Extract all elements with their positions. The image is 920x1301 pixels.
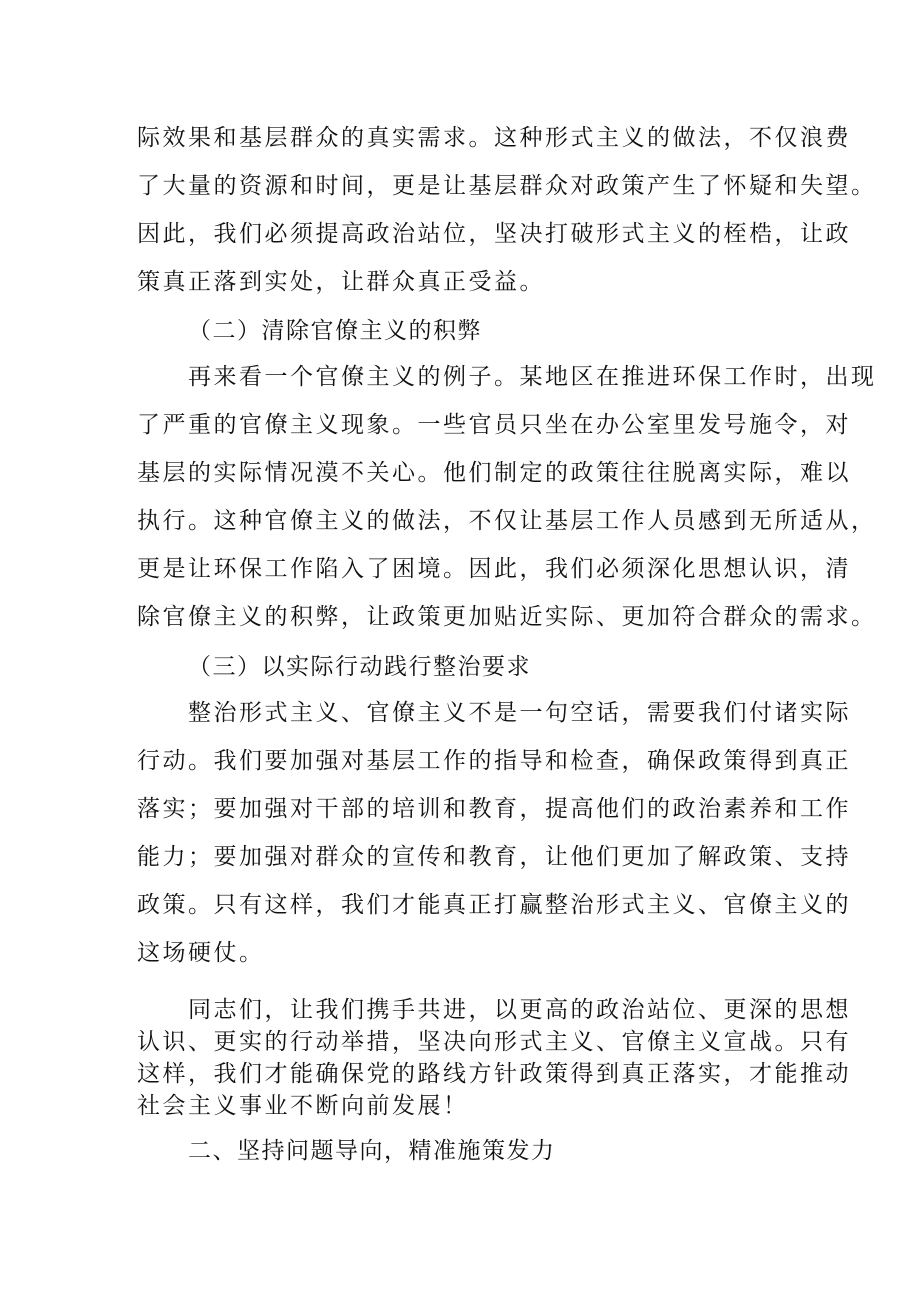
paragraph-2-line-5: 更是让环保工作陷入了困境。因此，我们必须深化思想认识，清 <box>137 556 851 582</box>
subheading-3: （三）以实际行动践行整治要求 <box>188 654 531 680</box>
subheading-2: （二）清除官僚主义的积弊 <box>188 318 482 344</box>
paragraph-2-line-4: 执行。这种官僚主义的做法，不仅让基层工作人员感到无所适从， <box>137 508 877 534</box>
paragraph-2-line-1: 再来看一个官僚主义的例子。某地区在推进环保工作时，出现 <box>188 364 877 390</box>
paragraph-2-line-6: 除官僚主义的积弊，让政策更加贴近实际、更加符合群众的需求。 <box>137 604 877 630</box>
paragraph-3-line-1: 整治形式主义、官僚主义不是一句空话，需要我们付诸实际 <box>188 700 851 726</box>
paragraph-3-line-2: 行动。我们要加强对基层工作的指导和检查，确保政策得到真正 <box>137 748 851 774</box>
paragraph-4-line-1: 同志们，让我们携手共进，以更高的政治站位、更深的思想 <box>188 997 851 1023</box>
paragraph-3-line-6: 这场硬仗。 <box>137 940 265 966</box>
paragraph-3-line-3: 落实；要加强对干部的培训和教育，提高他们的政治素养和工作 <box>137 796 851 822</box>
paragraph-2-line-3: 基层的实际情况漠不关心。他们制定的政策往往脱离实际，难以 <box>137 460 851 486</box>
paragraph-1-line-1: 际效果和基层群众的真实需求。这种形式主义的做法，不仅浪费 <box>137 125 851 151</box>
paragraph-4-line-3: 这样，我们才能确保党的路线方针政策得到真正落实，才能推动 <box>137 1061 851 1087</box>
paragraph-4-line-4: 社会主义事业不断向前发展！ <box>137 1093 469 1119</box>
paragraph-1-line-2: 了大量的资源和时间，更是让基层群众对政策产生了怀疑和失望。 <box>137 173 877 199</box>
section-2-heading: 二、坚持问题导向，精准施策发力 <box>188 1138 556 1164</box>
paragraph-4-line-2: 认识、更实的行动举措，坚决向形式主义、官僚主义宣战。只有 <box>137 1029 851 1055</box>
paragraph-2-line-2: 了严重的官僚主义现象。一些官员只坐在办公室里发号施令，对 <box>137 412 851 438</box>
paragraph-1-line-3: 因此，我们必须提高政治站位，坚决打破形式主义的桎梏，让政 <box>137 221 851 247</box>
paragraph-3-line-5: 政策。只有这样，我们才能真正打赢整治形式主义、官僚主义的 <box>137 892 851 918</box>
paragraph-3-line-4: 能力；要加强对群众的宣传和教育，让他们更加了解政策、支持 <box>137 844 851 870</box>
paragraph-1-line-4: 策真正落到实处，让群众真正受益。 <box>137 269 545 295</box>
